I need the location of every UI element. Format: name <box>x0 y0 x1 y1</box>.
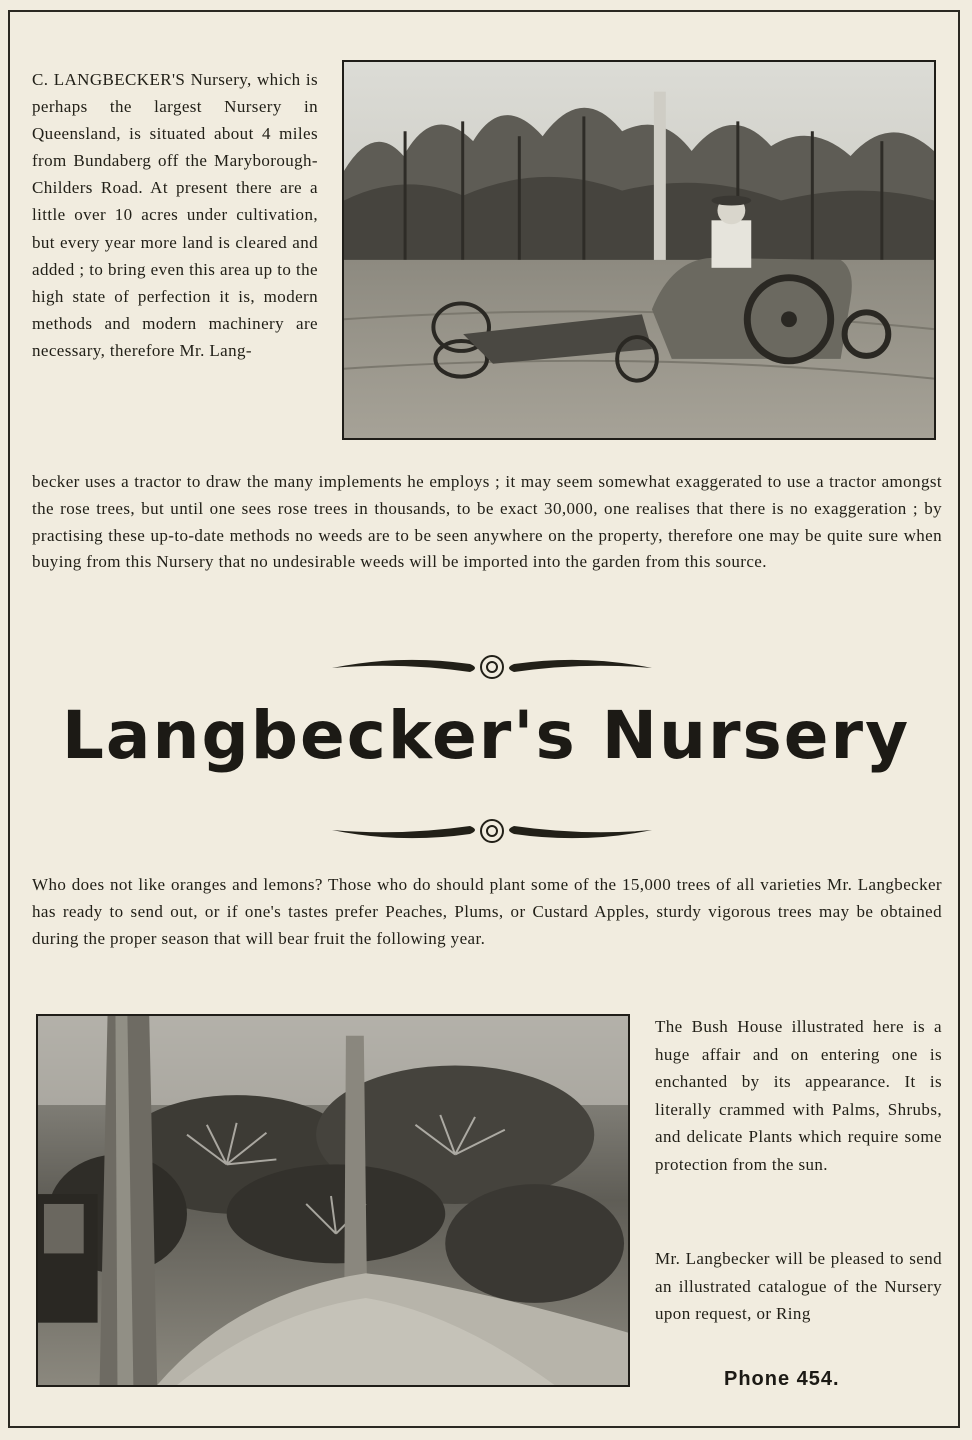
tractor-paragraph: becker uses a tractor to draw the many implements he employs ; it may seem somewhat exaggerated to use a tractor amongst the rose trees, but until one sees rose trees in thousands, to be exact 30,000, one realises that there is no exaggeration ; by practising these up-to-date methods no weeds are to be seen anywhere on the property, therefore one may be quite sure when buying from this Nursery that no undesirable weeds will be imported into the garden from this source. <box>32 472 942 572</box>
bush-house-paragraph: The Bush House illustrated here is a huge affair and on entering one is enchanted by its appearance. It is literally crammed with Palms, Shrubs, and delicate Plants which require some protection from the sun. <box>655 1017 942 1174</box>
tractor-photo <box>342 60 936 440</box>
fruit-trees-paragraph: Who does not like oranges and lemons? Those who do should plant some of the 15,000 trees of all varieties Mr. Langbecker has ready to send out, or if one's tastes prefer Peaches, Plums, or Custard Apples, sturdy vigorous trees may be obtained during the proper season that will bear fruit the following year. <box>32 875 942 948</box>
ornament-divider-bottom <box>330 814 654 848</box>
catalogue-paragraph: Mr. Langbecker will be pleased to send an illustrated catalogue of the Nursery upon request, or Ring <box>655 1249 942 1323</box>
page-title: Langbecker's Nursery <box>61 697 911 774</box>
phone-number: Phone 454. <box>724 1368 840 1390</box>
bush-house-illustration <box>38 1016 628 1385</box>
intro-paragraph: C. LANGBECKER'S Nursery, which is perhaps the largest Nursery in Queensland, is situated about 4 miles from Bundaberg off the Maryborough-Childers Road. At present there are a little over 10 acres under cultivation, but every year more land is cleared and added ; to bring even this area up to the high state of perfection it is, modern methods and modern machinery are necessary, therefore Mr. Lang- <box>32 70 318 360</box>
ornament-divider-top <box>330 650 654 684</box>
bush-house-photo <box>36 1014 630 1387</box>
tractor-illustration <box>344 62 934 438</box>
